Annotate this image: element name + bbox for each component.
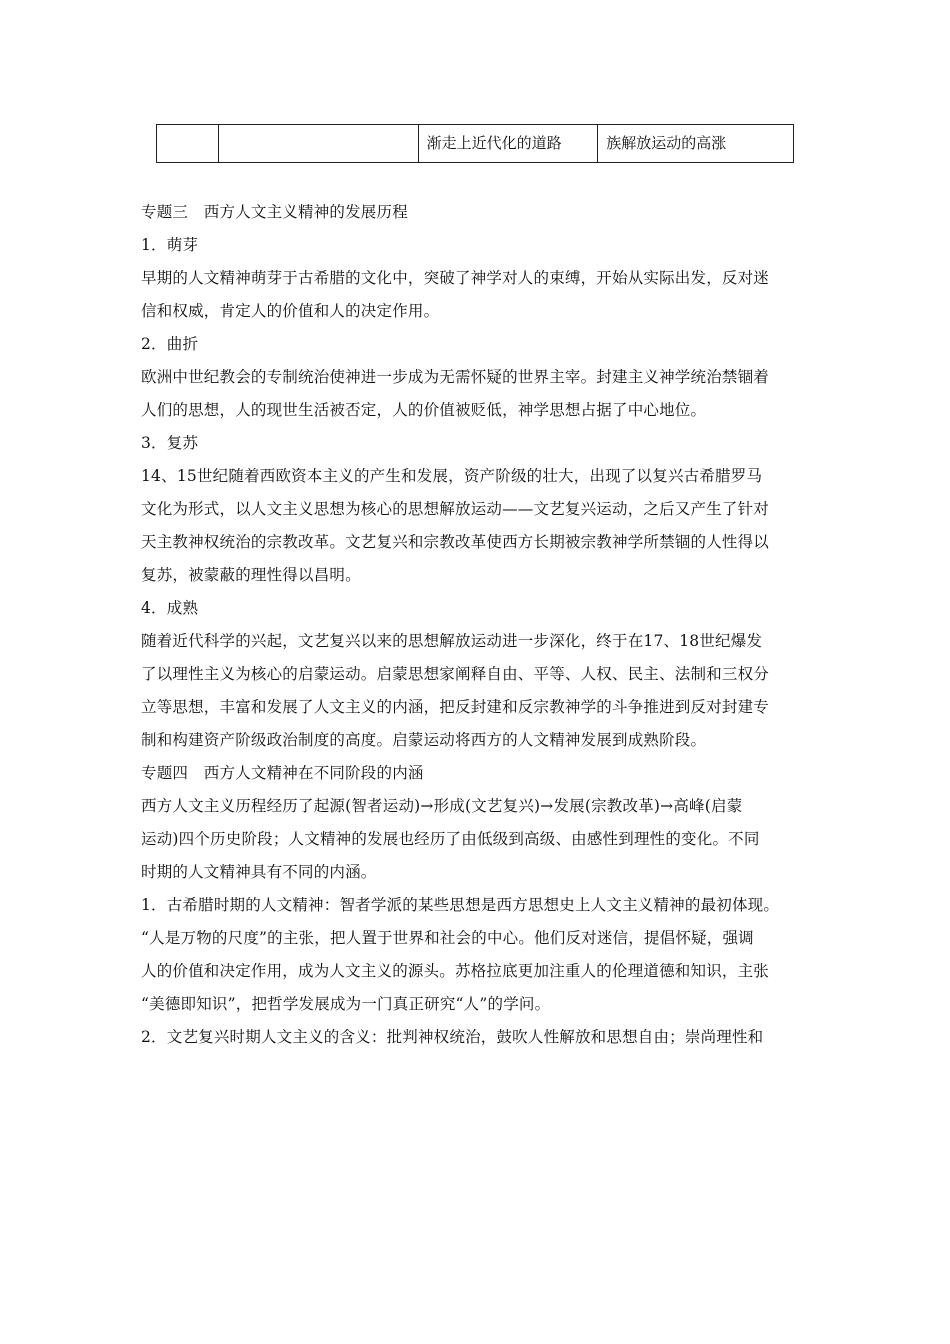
- text-line: 复苏，被蒙蔽的理性得以昌明。: [141, 566, 361, 584]
- table-cell: 族解放运动的高涨: [598, 125, 794, 163]
- text-line: 2．文艺复兴时期人文主义的含义：批判神权统治，鼓吹人性解放和思想自由；崇尚理性和: [141, 1028, 764, 1046]
- text-line: “美德即知识”，把哲学发展成为一门真正研究“人”的学问。: [141, 995, 551, 1013]
- text-line: 人们的思想，人的现世生活被否定，人的价值被贬低，神学思想占据了中心地位。: [141, 401, 707, 419]
- text-line: 运动)四个历史阶段；人文精神的发展也经历了由低级到高级、由感性到理性的变化。不同: [141, 830, 760, 848]
- text-line: 人的价值和决定作用，成为人文主义的源头。苏格拉底更加注重人的伦理道德和知识，主张: [141, 962, 770, 980]
- continuation-table: [156, 124, 794, 163]
- table-cell: [218, 125, 418, 163]
- text-line: 了以理性主义为核心的启蒙运动。启蒙思想家阐释自由、平等、人权、民主、法制和三权分: [141, 665, 770, 683]
- subheading: 2．曲折: [141, 335, 199, 353]
- text-line: 天主教神权统治的宗教改革。文艺复兴和宗教改革使西方长期被宗教神学所禁锢的人性得以: [141, 533, 770, 551]
- text-line: 1．古希腊时期的人文精神：智者学派的某些思想是西方思想史上人文主义精神的最初体现。: [141, 896, 780, 914]
- table-cell: 渐走上近代化的道路: [418, 125, 598, 163]
- text-line: 时期的人文精神具有不同的内涵。: [141, 863, 377, 881]
- text-line: 立等思想，丰富和发展了人文主义的内涵，把反封建和反宗教神学的斗争推进到反对封建专: [141, 698, 770, 716]
- text-line: 14、15世纪随着西欧资本主义的产生和发展，资产阶级的壮大，出现了以复兴古希腊罗马: [141, 467, 763, 485]
- text-line: 随着近代科学的兴起，文艺复兴以来的思想解放运动进一步深化，终于在17、18世纪爆发: [141, 632, 763, 650]
- text-line: 信和权威，肯定人的价值和人的决定作用。: [141, 302, 440, 320]
- body-text: [141, 196, 821, 1054]
- text-line: 西方人文主义历程经历了起源(智者运动)→形成(文艺复兴)→发展(宗教改革)→高峰(启蒙: [141, 797, 743, 815]
- text-line: 早期的人文精神萌芽于古希腊的文化中，突破了神学对人的束缚，开始从实际出发，反对迷: [141, 269, 770, 287]
- section-heading: 专题三 西方人文主义精神的发展历程: [141, 203, 408, 221]
- table-cell: [157, 125, 219, 163]
- text-line: 制和构建资产阶级政治制度的高度。启蒙运动将西方的人文精神发展到成熟阶段。: [141, 731, 707, 749]
- text-line: 文化为形式，以人文主义思想为核心的思想解放运动——文艺复兴运动，之后又产生了针对: [141, 500, 770, 518]
- text-line: “人是万物的尺度”的主张，把人置于世界和社会的中心。他们反对迷信，提倡怀疑，强调: [141, 929, 754, 947]
- table-row: [157, 125, 794, 163]
- text-line: 欧洲中世纪教会的专制统治使神进一步成为无需怀疑的世界主宰。封建主义神学统治禁锢着: [141, 368, 770, 386]
- section-heading: 专题四 西方人文精神在不同阶段的内涵: [141, 764, 424, 782]
- subheading: 4．成熟: [141, 599, 199, 617]
- subheading: 1．萌芽: [141, 236, 199, 254]
- subheading: 3．复苏: [141, 434, 199, 452]
